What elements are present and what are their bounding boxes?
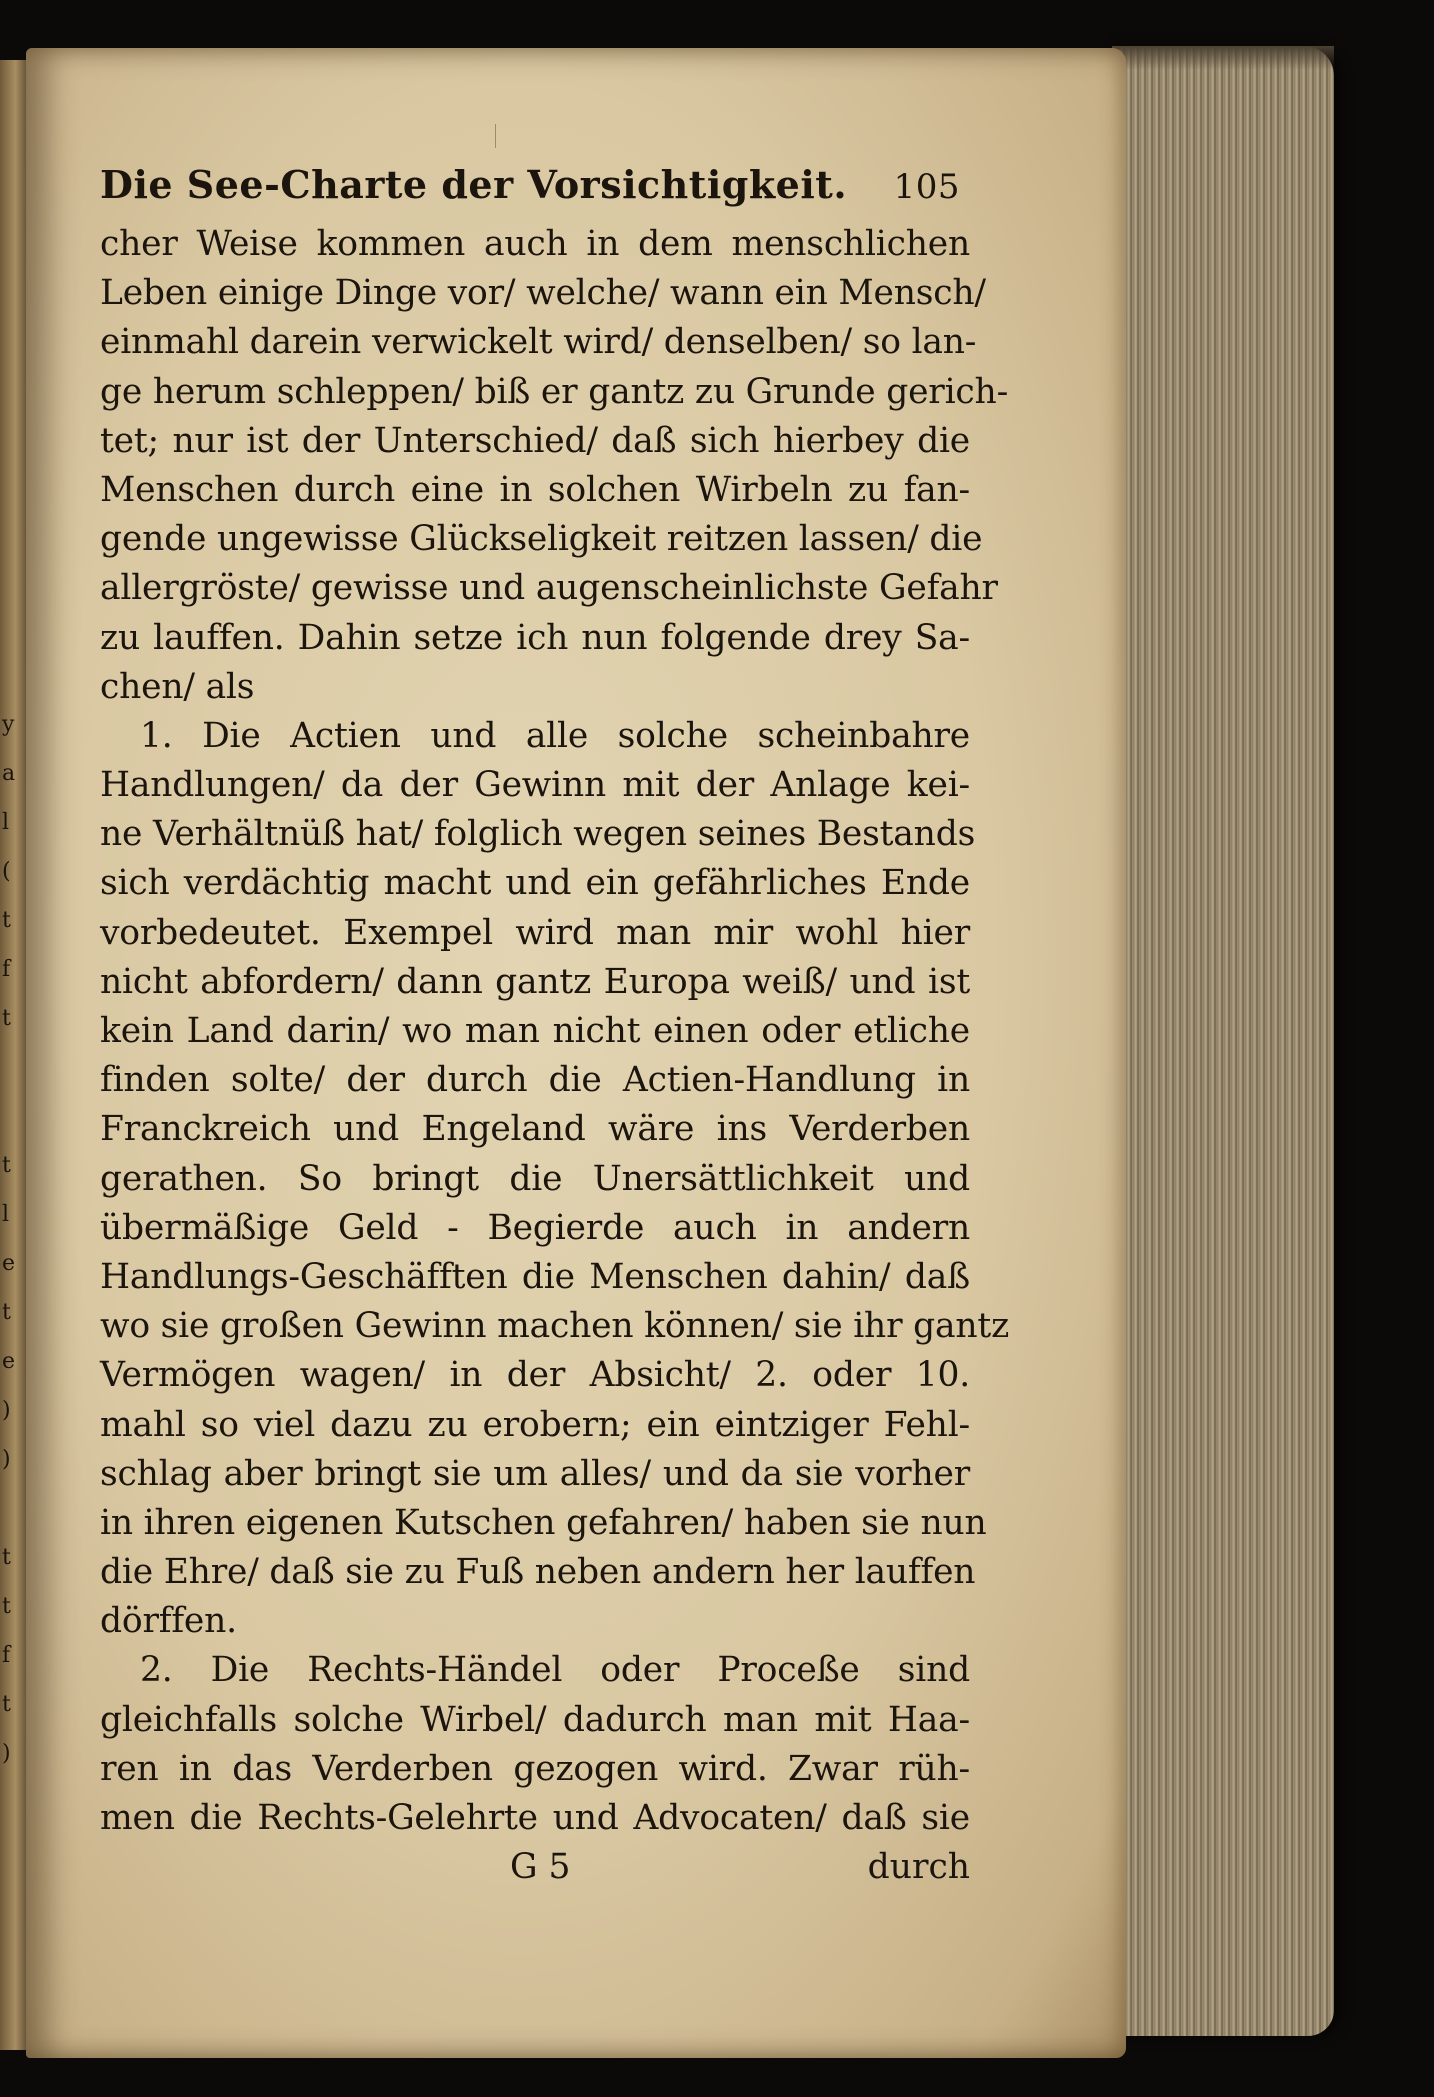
text-line: die Ehre/ daß sie zu Fuß neben andern her lauffen	[100, 1552, 976, 1593]
text-line: zu lauffen. Dahin setze ich nun folgende drey Sa-	[100, 617, 970, 658]
text-line: gleichfalls solche Wirbel/ dadurch man mit Haa-	[100, 1699, 970, 1740]
text-line: übermäßige Geld - Begierde auch in andern	[100, 1207, 970, 1248]
text-line: vorbedeutet. Exempel wird man mir wohl hier	[100, 912, 970, 953]
running-head-title: Die See-Charte der Vorsichtigkeit.	[100, 162, 848, 207]
text-line: nicht abfordern/ dann gantz Europa weiß/ und ist	[100, 961, 970, 1002]
text-line: Handlungen/ da der Gewinn mit der Anlage kei-	[100, 765, 970, 806]
signature-mark: G 5	[510, 1847, 571, 1888]
text-line: ge herum schleppen/ biß er gantz zu Grunde gerich-	[100, 371, 1009, 412]
text-line: Handlungs-Geschäfften die Menschen dahin/ daß	[100, 1256, 970, 1297]
book-fore-edge	[1112, 46, 1334, 2036]
text-line: ren in das Verderben gezogen wird. Zwar rüh-	[100, 1748, 970, 1789]
page-text-block	[100, 162, 1010, 1892]
text-line: cher Weise kommen auch in dem menschlichen	[100, 224, 970, 264]
text-line: Vermögen wagen/ in der Absicht/ 2. oder 10.	[100, 1355, 970, 1396]
text-line: wo sie großen Gewinn machen können/ sie ihr gantz	[100, 1306, 1010, 1347]
text-line: dörffen.	[100, 1601, 237, 1642]
text-line: tet; nur ist der Unterschied/ daß sich hierbey die	[100, 420, 970, 461]
text-line: gende ungewisse Glückseligkeit reitzen lassen/ die	[100, 519, 983, 560]
text-line: mahl so viel dazu zu erobern; ein eintziger Fehl-	[100, 1404, 970, 1445]
running-head	[100, 162, 970, 212]
text-line: einmahl darein verwickelt wird/ denselben/ so lan-	[100, 322, 977, 363]
text-line: 2. Die Rechts-Händel oder Proceße sind	[140, 1650, 970, 1691]
text-line: Menschen durch eine in solchen Wirbeln zu fan-	[100, 469, 970, 510]
catchline	[100, 1843, 970, 1892]
catchword: durch	[867, 1847, 970, 1888]
text-line: Leben einige Dinge vor/ welche/ wann ein Mensch/	[100, 273, 986, 314]
page-fold-mark	[495, 124, 496, 148]
text-line: gerathen. So bringt die Unersättlichkeit und	[100, 1158, 970, 1199]
text-line: chen/ als	[100, 666, 255, 707]
text-line: schlag aber bringt sie um alles/ und da sie vorher	[100, 1453, 970, 1494]
book-fore-edge-shadow	[1112, 46, 1334, 70]
body-text	[100, 220, 1010, 1843]
text-line: allergröste/ gewisse und augenscheinlichste Gefahr	[100, 568, 998, 609]
left-page-margin-text: y a l ( t f t t l e t e ) ) t t f t )	[2, 712, 16, 1766]
page-number: 105	[893, 167, 960, 207]
text-line: in ihren eigenen Kutschen gefahren/ haben sie nun	[100, 1502, 987, 1543]
text-line: men die Rechts-Gelehrte und Advocaten/ daß sie	[100, 1798, 970, 1838]
text-line: sich verdächtig macht und ein gefährliches Ende	[100, 863, 970, 904]
text-line: ne Verhältnüß hat/ folglich wegen seines Bestands	[100, 814, 976, 855]
text-line: Franckreich und Engeland wäre ins Verderben	[100, 1109, 970, 1150]
text-line: 1. Die Actien und alle solche scheinbahre	[140, 715, 970, 756]
text-line: kein Land darin/ wo man nicht einen oder etliche	[100, 1011, 970, 1051]
text-line: finden solte/ der durch die Actien-Handlung in	[100, 1060, 970, 1101]
